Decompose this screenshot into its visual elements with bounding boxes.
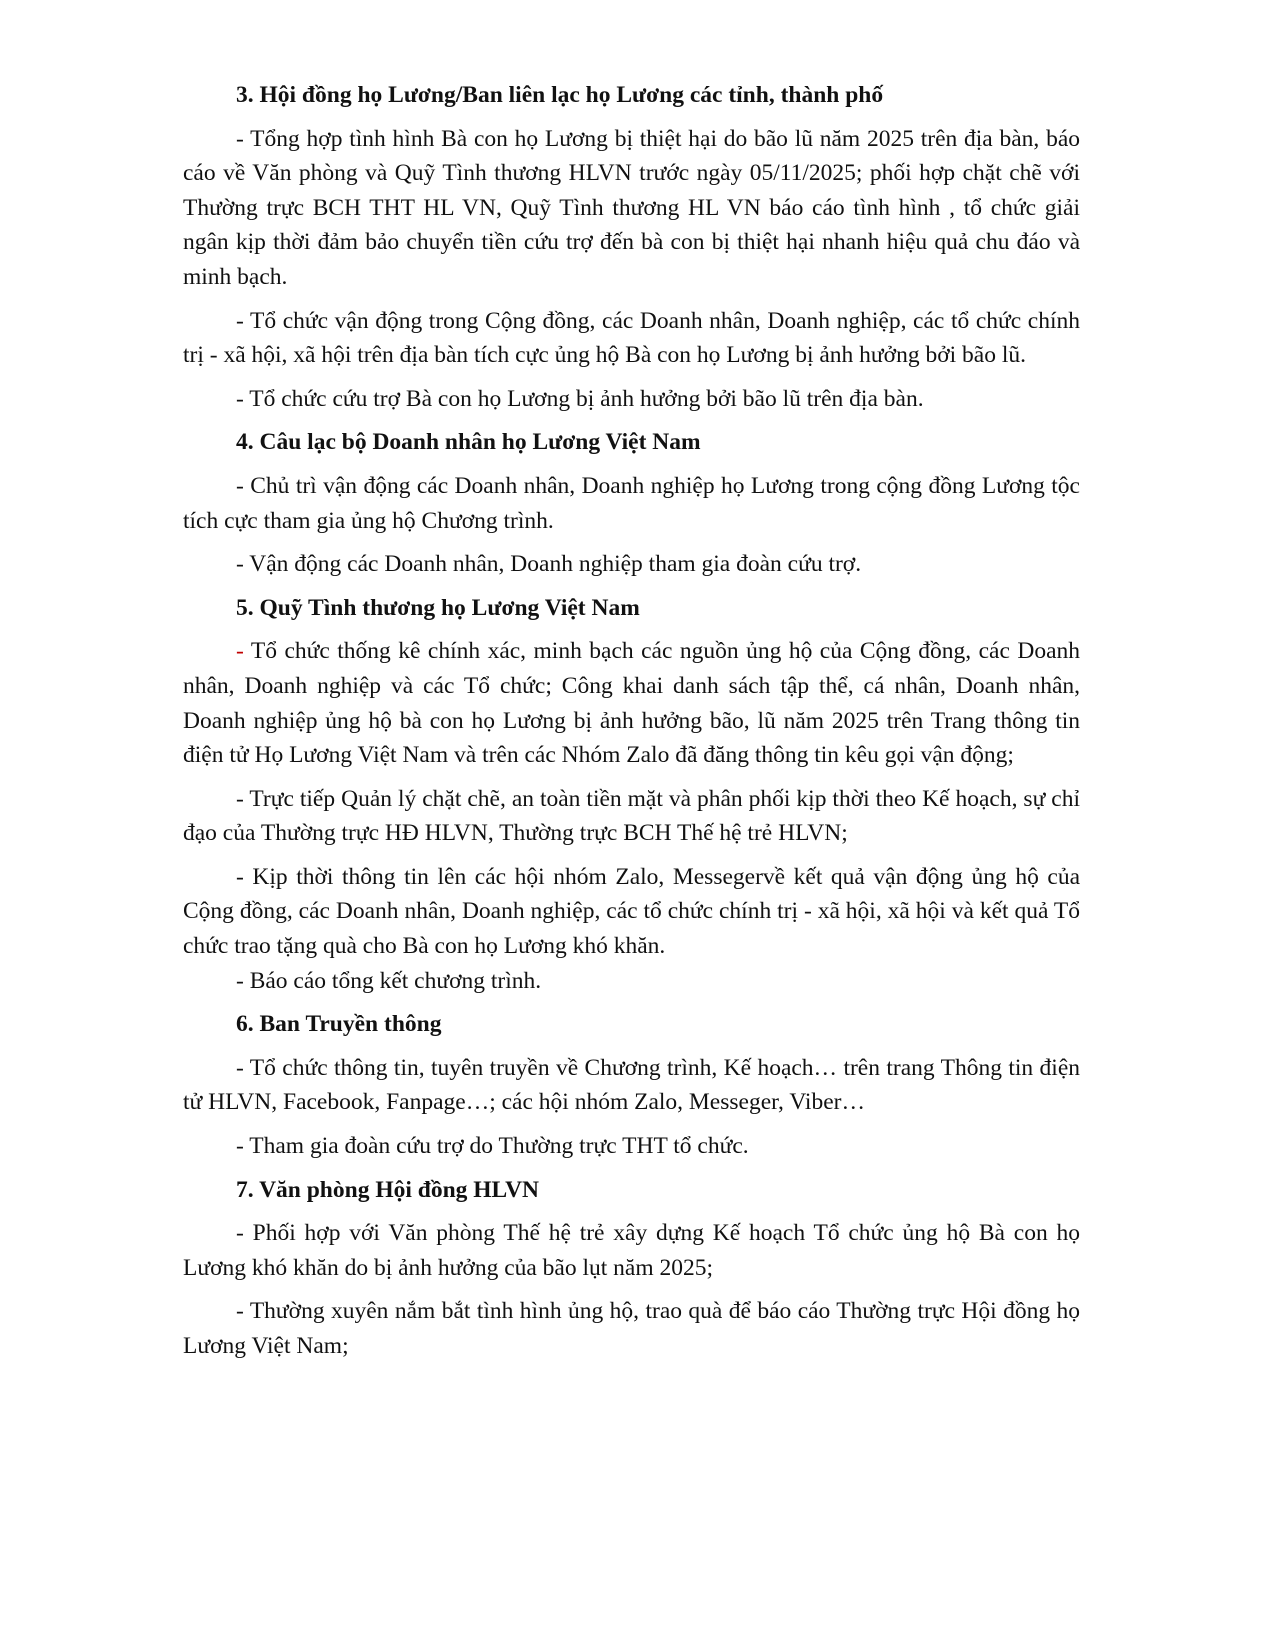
paragraph: - Tổng hợp tình hình Bà con họ Lương bị thiệt hại do bão lũ năm 2025 trên địa bàn, báo cáo về Văn phòng và Quỹ Tình thương HLVN trước ngày 05/11/2025; phối hợp chặt chẽ với Thường trực BCH THT HL VN, Quỹ Tình thương HL VN báo cáo tình hình , tổ chức giải ngân kịp thời đảm bảo chuyển tiền cứu trợ đến bà con bị thiệt hại nhanh hiệu quả chu đáo và minh bạch. bbox=[183, 125, 1080, 290]
section-heading-4: 4. Câu lạc bộ Doanh nhân họ Lương Việt Nam bbox=[236, 429, 701, 456]
red-dash: - bbox=[236, 638, 244, 665]
paragraph: - Tham gia đoàn cứu trợ do Thường trực THT tổ chức. bbox=[236, 1133, 749, 1160]
paragraph: - Phối hợp với Văn phòng Thế hệ trẻ xây dựng Kế hoạch Tổ chức ủng hộ Bà con họ Lương khó khăn do bị ảnh hưởng của bão lụt năm 2025; bbox=[183, 1220, 1080, 1281]
section-heading-5: 5. Quỹ Tình thương họ Lương Việt Nam bbox=[236, 594, 640, 621]
section-heading-6: 6. Ban Truyền thông bbox=[236, 1011, 442, 1038]
paragraph: - Tổ chức vận động trong Cộng đồng, các Doanh nhân, Doanh nghiệp, các tổ chức chính trị - xã hội, xã hội trên địa bàn tích cực ủng hộ Bà con họ Lương bị ảnh hưởng bởi bão lũ. bbox=[183, 307, 1080, 369]
section-heading-3: 3. Hội đồng họ Lương/Ban liên lạc họ Lương các tỉnh, thành phố bbox=[236, 82, 884, 108]
paragraph: - Trực tiếp Quản lý chặt chẽ, an toàn tiền mặt và phân phối kịp thời theo Kế hoạch, sự chỉ đạo của Thường trực HĐ HLVN, Thường trực BCH Thế hệ trẻ HLVN; bbox=[183, 785, 1080, 847]
paragraph: - Tổ chức thông tin, tuyên truyền về Chương trình, Kế hoạch… trên trang Thông tin điện tử HLVN, Facebook, Fanpage…; các hội nhóm Zalo, Messeger, Viber… bbox=[183, 1054, 1080, 1116]
paragraph-text: Tổ chức thống kê chính xác, minh bạch các nguồn ủng hộ của Cộng đồng, các Doanh nhân, Doanh nghiệp và các Tổ chức; Công khai danh sách tập thể, cá nhân, Doanh nhân, Doanh nghiệp ủng hộ bà con họ Lương bị ảnh hưởng bão, lũ năm 2025 trên Trang thông tin điện tử Họ Lương Việt Nam và trên các Nhóm Zalo đã đăng thông tin kêu gọi vận động; bbox=[183, 638, 1080, 769]
paragraph: - Thường xuyên nắm bắt tình hình ủng hộ, trao quà để báo cáo Thường trực Hội đồng họ Lương Việt Nam; bbox=[183, 1298, 1080, 1359]
section-heading-7: 7. Văn phòng Hội đồng HLVN bbox=[236, 1176, 540, 1203]
paragraph: - Kịp thời thông tin lên các hội nhóm Zalo, Messegervề kết quả vận động ủng hộ của Cộng đồng, các Doanh nhân, Doanh nghiệp, các tổ chức chính trị - xã hội, xã hội và kết quả Tổ chức trao tặng quà cho Bà con họ Lương khó khăn. bbox=[183, 863, 1080, 960]
paragraph: - Tổ chức cứu trợ Bà con họ Lương bị ảnh hưởng bởi bão lũ trên địa bàn. bbox=[236, 385, 924, 412]
paragraph: - Vận động các Doanh nhân, Doanh nghiệp tham gia đoàn cứu trợ. bbox=[236, 551, 862, 578]
paragraph: - Báo cáo tổng kết chương trình. bbox=[236, 967, 542, 994]
paragraph: - Chủ trì vận động các Doanh nhân, Doanh nghiệp họ Lương trong cộng đồng Lương tộc tích cực tham gia ủng hộ Chương trình. bbox=[183, 472, 1080, 534]
document-page bbox=[183, 78, 1080, 1373]
paragraph bbox=[183, 634, 1080, 772]
